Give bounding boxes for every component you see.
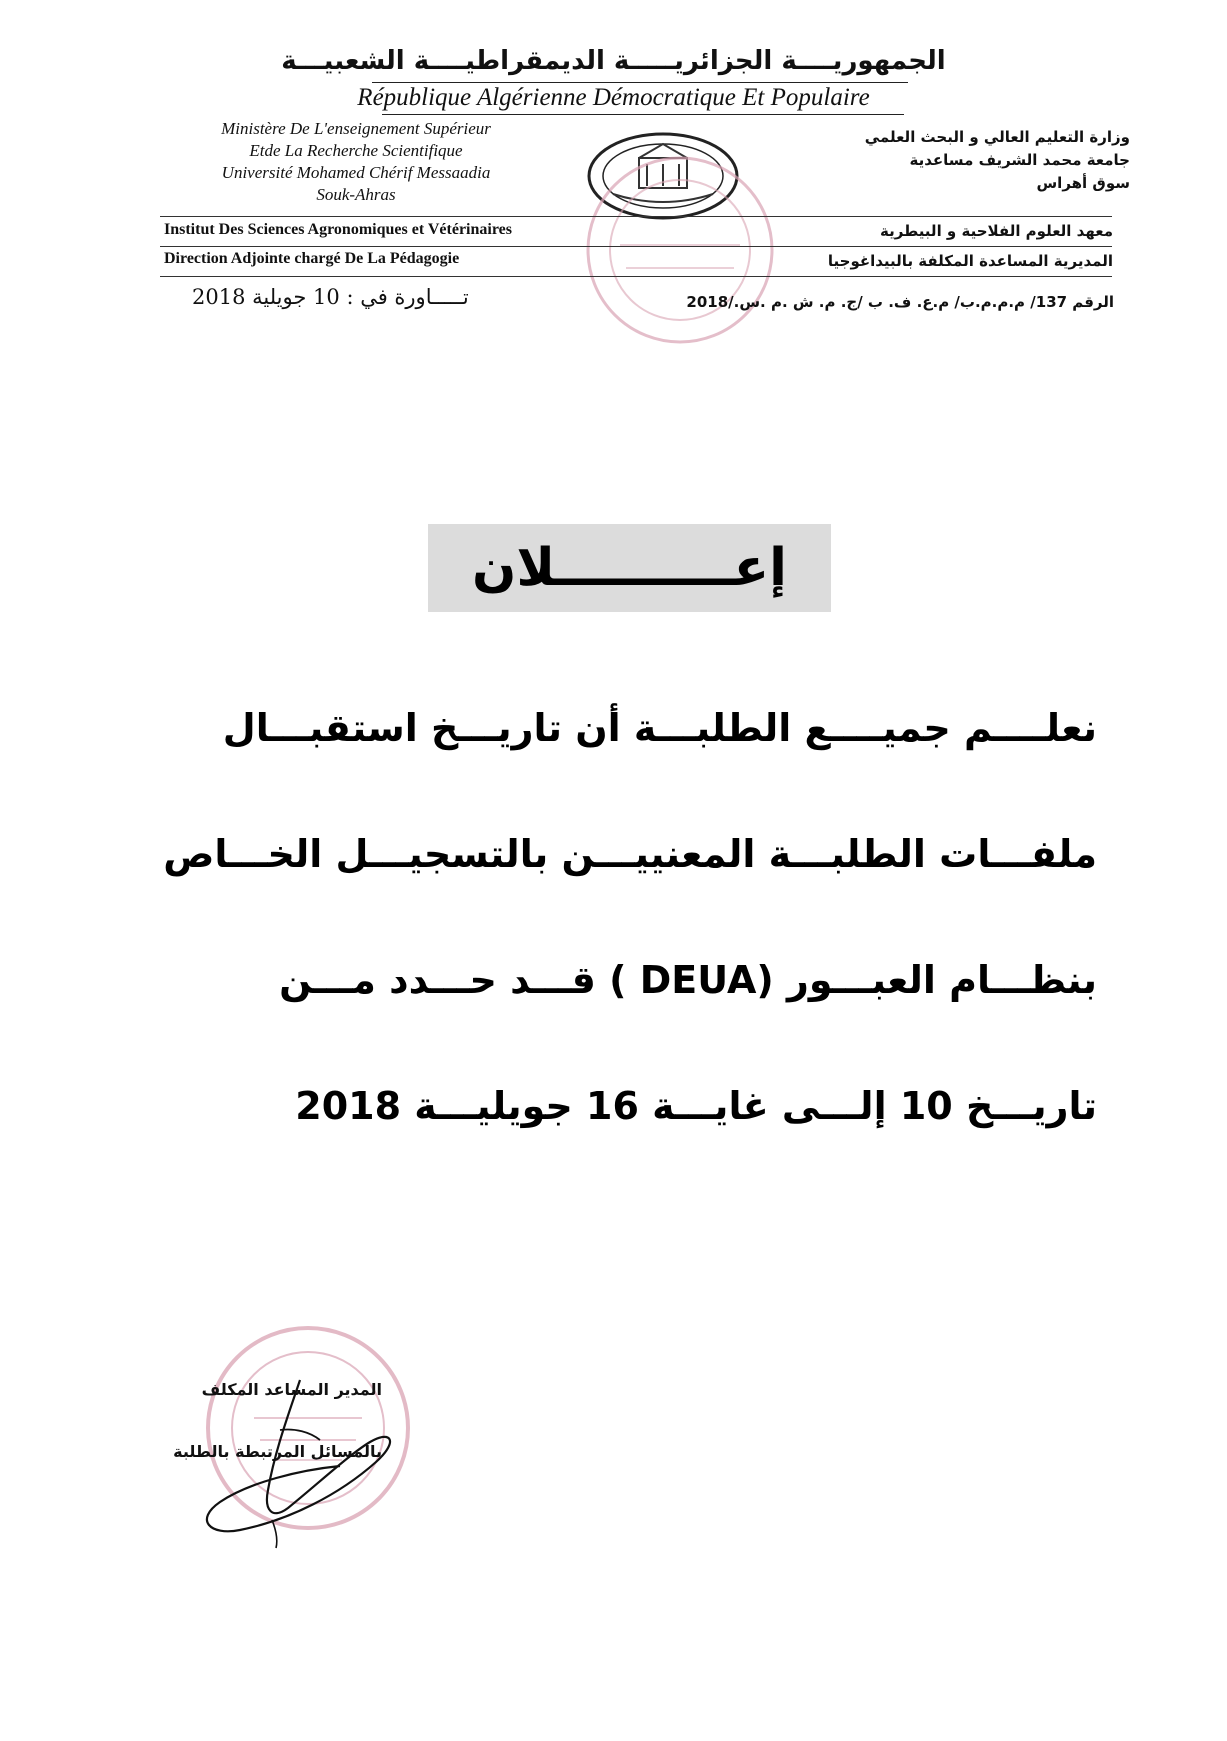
- ministry-block-arabic: [830, 126, 1130, 195]
- direction-name-arabic: المديرية المساعدة المكلفة بالبيداغوجيا: [827, 252, 1113, 270]
- announcement-line: تاريـــخ 10 إلـــى غايـــة 16 جويليـــة 2018: [295, 1084, 1097, 1128]
- country-name-french: République Algérienne Démocratique Et Populaire: [357, 84, 870, 111]
- city-line-arabic: سوق أهراس: [1036, 174, 1130, 192]
- ministry-block-french: [186, 118, 526, 206]
- header-divider: [160, 276, 1112, 277]
- country-name-arabic: الجمهوريــــة الجزائريـــــة الديمقراطيــــة الشعبيـــة: [281, 46, 946, 76]
- city-line-french: Souk-Ahras: [316, 185, 396, 204]
- announcement-line: ملفـــات الطلبـــة المعنييـــن بالتسجيـــل الخـــاص: [163, 832, 1097, 876]
- country-arabic-underline: [372, 82, 908, 83]
- announcement-title: إعــــــــــلان: [472, 538, 787, 598]
- university-line-arabic: جامعة محمد الشريف مساعدية: [909, 151, 1130, 169]
- handwritten-signature-icon: [180, 1370, 410, 1550]
- ministry-line-french: Etde La Recherche Scientifique: [249, 141, 463, 160]
- document-date: تـــــاورة في : 10 جويلية 2018: [192, 285, 469, 309]
- signatory-title-line: المدير المساعد المكلف: [201, 1380, 382, 1399]
- institute-name-arabic: معهد العلوم الفلاحية و البيطرية: [880, 222, 1113, 240]
- header-divider: [160, 246, 1112, 247]
- direction-name-french: Direction Adjointe chargé De La Pédagogie: [164, 250, 460, 267]
- header-divider: [160, 216, 1112, 217]
- institute-name-french: Institut Des Sciences Agronomiques et Vétérinaires: [164, 221, 512, 238]
- reference-number: الرقم 137/ م.م.م.ب/ م.ع. ف. ب /ج. م. ش .م .س./2018: [686, 293, 1114, 311]
- ministry-line-arabic: وزارة التعليم العالي و البحث العلمي: [864, 128, 1130, 146]
- country-french-underline: [382, 114, 904, 115]
- university-line-french: Université Mohamed Chérif Messaadia: [221, 163, 491, 182]
- announcement-title-box: [428, 524, 831, 612]
- header-stamp-icon: [560, 150, 800, 350]
- announcement-line: بنظـــام العبـــور (DEUA ) قـــد حـــدد مـــن: [279, 958, 1097, 1002]
- signatory-title-line: بالمسائل المرتبطة بالطلبة: [173, 1442, 382, 1461]
- ministry-line-french: Ministère De L'enseignement Supérieur: [221, 119, 491, 138]
- announcement-line: نعلــــم جميــــع الطلبـــة أن تاريـــخ استقبـــال: [222, 706, 1097, 750]
